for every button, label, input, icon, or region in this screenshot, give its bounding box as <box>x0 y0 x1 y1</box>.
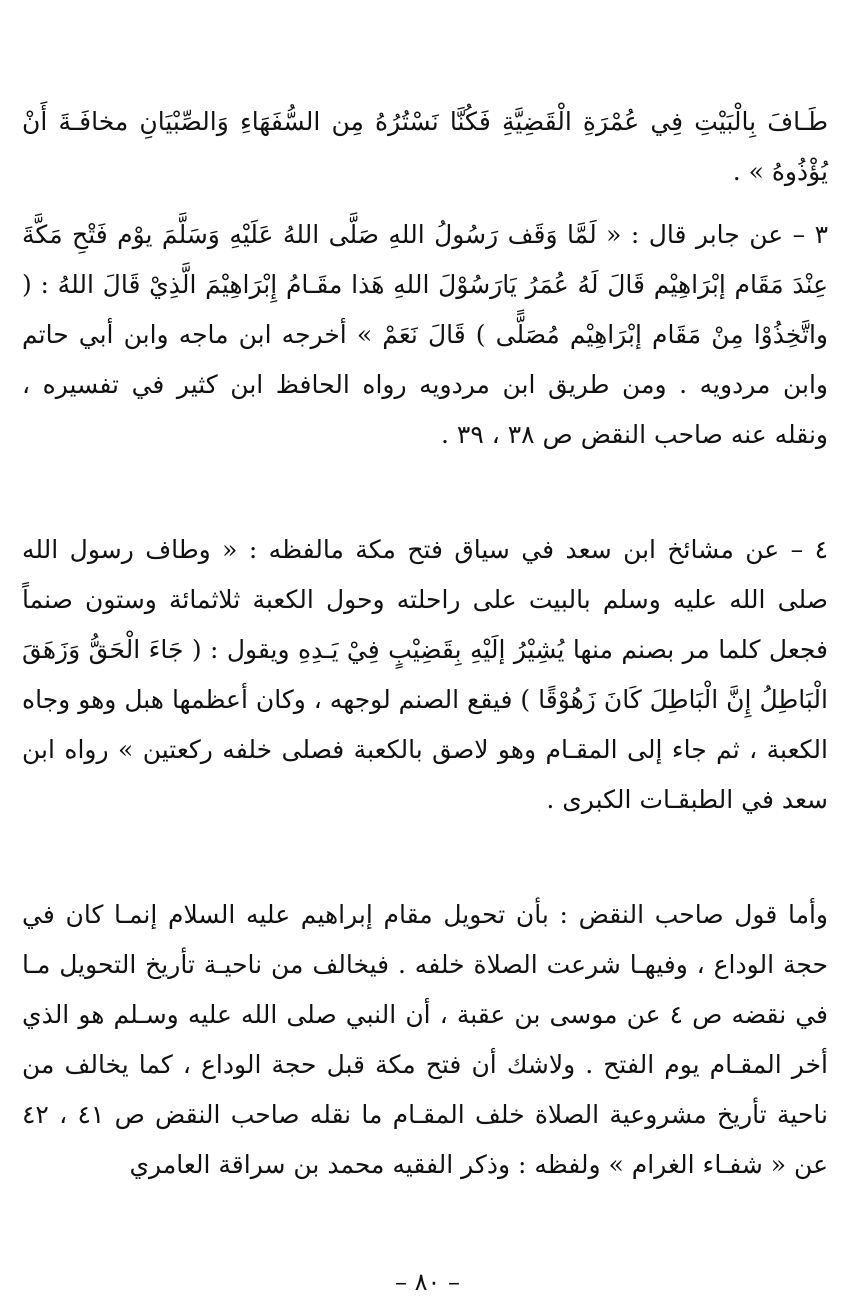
paragraph-hadith-4: ٤ – عن مشائخ ابن سعد في سياق فتح مكة مالفظه : « وطاف رسول الله صلى الله عليه وسلم بالبيت على راحلته وحول الكعبة ثلاثمائة وستون صنماً فجعل كلما مر بصنم منها يُشِيْرُ إلَيْهِ بِقَضِيْبٍ فِيْ يَـدِهِ ويقول : ( جَاءَ الْحَقُّ وَزَهَقَ الْبَاطِلُ إِنَّ الْبَاطِلَ كَانَ زَهُوْقًا ) فيقع الصنم لوجهه ، وكان أعظمها هبل وهو وجاه الكعبة ، ثم جاء إلى المقـام وهو لاصق بالكعبة فصلى خلفه ركعتين » رواه ابن سعد في الطبقـات الكبرى . <box>22 535 828 814</box>
text-block-4 <box>22 890 828 1190</box>
paragraph-continuation: طَـافَ بِالْبَيْتِ فِي عُمْرَةِ الْقَضِيَّةِ فَكُنَّا نَسْتُرُهُ مِن السُّفَهَاءِ وَالصِّبْيَانِ مخافَـةَ أَنْ يُؤْذُوهُ » . <box>22 107 828 186</box>
text-block-1 <box>22 97 828 197</box>
paragraph-rebuttal: وأما قول صاحب النقض : بأن تحويل مقام إبراهيم عليه السلام إنمـا كان في حجة الوداع ، وفيهـا شرعت الصلاة خلفه . فيخالف من ناحيـة تأريخ التحويل مـا في نقضه ص ٤ عن موسى بن عقبة ، أن النبي صلى الله عليه وسـلم هو الذي أخر المقـام يوم الفتح . ولاشك أن فتح مكة قبل حجة الوداع ، كما يخالف من ناحية تأريخ مشروعية الصلاة خلف المقـام ما نقله صاحب النقض ص ٤١ ، ٤٢ عن « شفـاء الغرام » ولفظه : وذكر الفقيه محمد بن سراقة العامري <box>22 900 829 1179</box>
text-block-3 <box>22 525 828 825</box>
paragraph-hadith-3: ٣ – عن جابر قال : « لَمَّا وَقَف رَسُولُ اللهِ صَلَّى اللهُ عَلَيْهِ وَسَلَّمَ يوْم فَتْحِ مَكَّةَ عِنْدَ مَقَام إبْرَاهِيْم قَالَ لَهُ عُمَرُ يَارَسُوْلَ اللهِ هَذا مقَـامُ إِبْرَاهِيْمَ الَّذِيْ قَالَ اللهُ : ( واتَّخِذُوْا مِنْ مَقَام إبْرَاهِيْم مُصَلًّى ) قَالَ نَعَمْ » أخرجه ابن ماجه وابن أبي حاتم وابن مردويه . ومن طريق ابن مردويه رواه الحافظ ابن كثير في تفسيره ، ونقله عنه صاحب النقض ص ٣٨ ، ٣٩ . <box>22 220 828 449</box>
page-number: – ٨٠ – <box>394 1268 461 1296</box>
text-block-2 <box>22 210 828 460</box>
